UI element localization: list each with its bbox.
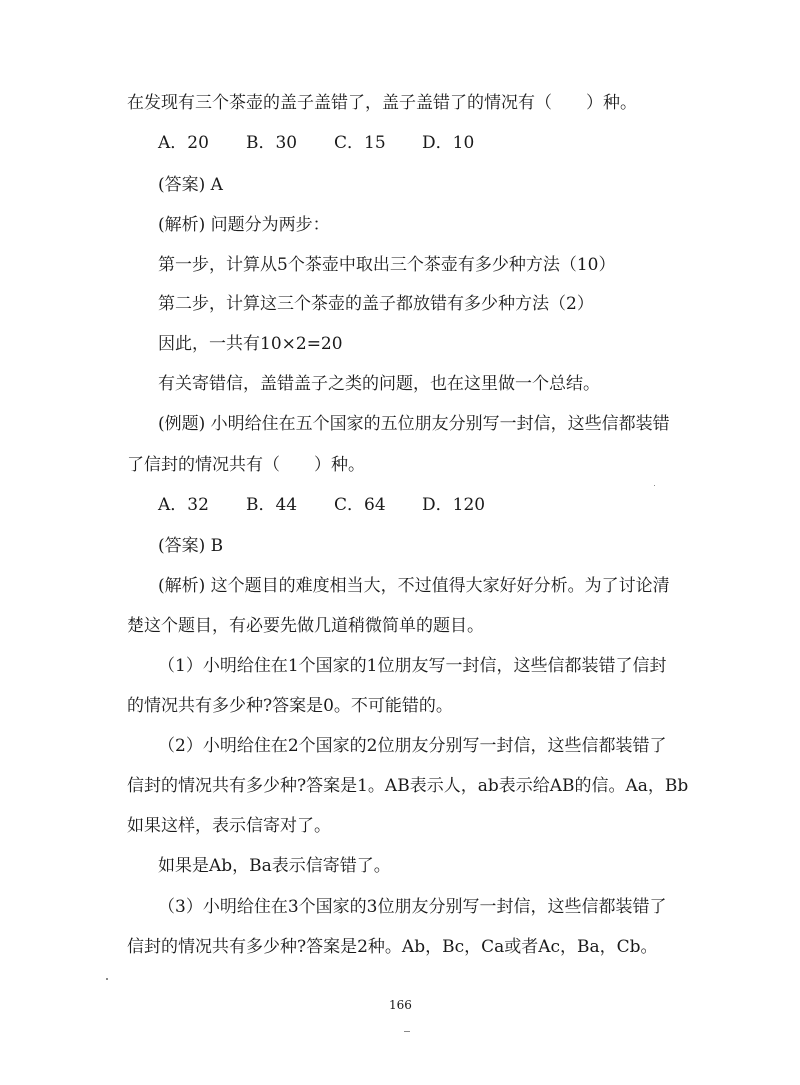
case-2-line-cont-3: 如果是Ab，Ba表示信寄错了。	[158, 856, 391, 876]
page-number: 166	[389, 998, 412, 1012]
step-two-line: 第二步，计算这三个茶壶的盖子都放错有多少种方法（2）	[158, 294, 594, 314]
case-3-line: （3）小明给住在3个国家的3位朋友分别写一封信，这些信都装错了	[158, 897, 667, 917]
case-3-line-cont: 信封的情况共有多少种?答案是2种。Ab，Bc，Ca或者Ac，Ba，Cb。	[127, 937, 658, 957]
case-1-line-cont: 的情况共有多少种?答案是0。不可能错的。	[127, 696, 453, 716]
summary-line: 有关寄错信，盖错盖子之类的问题，也在这里做一个总结。	[158, 374, 600, 394]
option-a: A．20	[158, 133, 209, 153]
scan-speck	[404, 1031, 410, 1032]
scan-speck	[106, 978, 108, 980]
step-one-line: 第一步，计算从5个茶壶中取出三个茶壶有多少种方法（10）	[158, 255, 616, 275]
option-c: C．64	[334, 495, 386, 515]
case-2-line: （2）小明给住在2个国家的2位朋友分别写一封信，这些信都装错了	[158, 736, 667, 756]
question-text-line: 在发现有三个茶壶的盖子盖错了，盖子盖错了的情况有（ ）种。	[127, 93, 637, 113]
case-2-line-cont-2: 如果这样，表示信寄对了。	[127, 816, 331, 836]
analysis-line: (解析) 这个题目的难度相当大，不过值得大家好好分析。为了讨论清	[158, 576, 670, 596]
example-line-cont: 了信封的情况共有（ ）种。	[127, 455, 365, 475]
option-d: D．120	[422, 495, 486, 515]
case-1-line: （1）小明给住在1个国家的1位朋友写一封信，这些信都装错了信封	[158, 656, 667, 676]
result-line: 因此，一共有10×2=20	[158, 334, 343, 354]
option-a: A．32	[158, 495, 209, 515]
option-d: D．10	[422, 133, 475, 153]
option-b: B．30	[246, 133, 298, 153]
analysis-line: (解析) 问题分为两步：	[158, 215, 330, 235]
analysis-line-cont: 楚这个题目，有必要先做几道稍微简单的题目。	[127, 616, 484, 636]
option-b: B．44	[246, 495, 298, 515]
answer-line: (答案) B	[158, 536, 224, 556]
option-c: C．15	[334, 133, 386, 153]
case-2-line-cont: 信封的情况共有多少种?答案是1。AB表示人，ab表示给AB的信。Aa，Bb	[127, 776, 689, 796]
scan-speck	[654, 485, 655, 486]
example-line: (例题) 小明给住在五个国家的五位朋友分别写一封信，这些信都装错	[158, 414, 670, 434]
answer-line: (答案) A	[158, 175, 223, 195]
